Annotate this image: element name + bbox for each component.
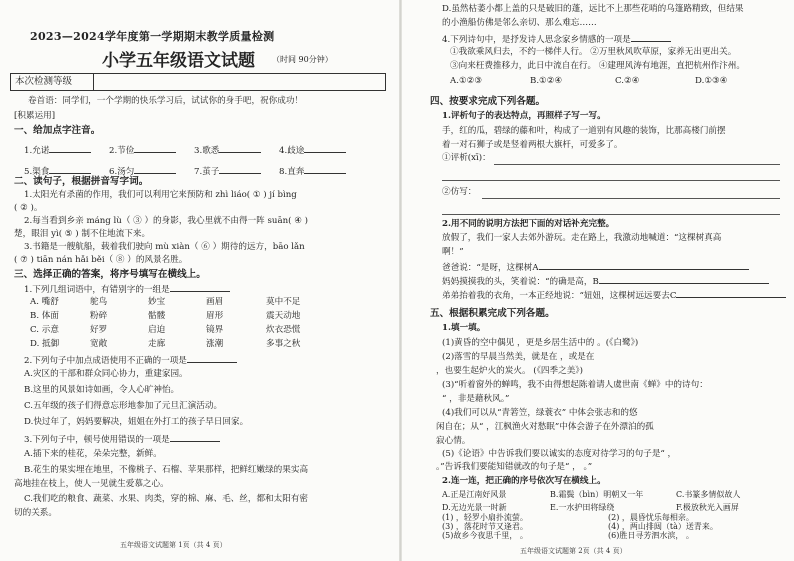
q1-item: 2.节俭 bbox=[109, 144, 194, 157]
q3-word: A. 嘴舒 bbox=[30, 297, 59, 307]
exam-title: 小学五年级语文试题 bbox=[102, 51, 255, 71]
q4-title: 4.下列诗句中，是抒发诗人思念家乡情感的一项是 bbox=[442, 33, 671, 46]
q4-option: B.①②④ bbox=[530, 76, 563, 86]
answer-line[interactable] bbox=[482, 198, 780, 199]
q1-item: 1.允诺 bbox=[24, 144, 109, 157]
answer-line[interactable] bbox=[494, 164, 780, 165]
q2-line: ( ② )。 bbox=[14, 203, 43, 213]
section-accumulation: [积累运用] bbox=[14, 111, 56, 121]
q3-word-table bbox=[30, 297, 336, 350]
q3-word: 震天动地 bbox=[266, 311, 301, 321]
q4-poem-line: ①我欲乘风归去，不约一梯伴人行。 ②万里秋风吹草原，家养无出更出关。 bbox=[450, 47, 737, 57]
link-option: E.一水护田将绿绕 bbox=[550, 503, 615, 512]
pingxi-label: ①评析(xī)： bbox=[442, 153, 491, 163]
q3-word: 宽敞 bbox=[90, 339, 108, 349]
q4-poem-line: ③向来枉费推移力，此日中流自在行。 ④建理风涛有地涯，直把杭州作汴州。 bbox=[450, 61, 745, 71]
q3-sub3-option: 切的关系。 bbox=[14, 508, 57, 518]
q3-sub3-option: 高地挂在枝上，使人一见就生爱慕之心。 bbox=[14, 479, 169, 489]
q2-line: 1.太阳光有杀菌的作用，我们可以利用它来预防和 zhì liáo( ① ) jí bìng bbox=[24, 190, 297, 200]
q3-sub2: 2.下列句子中加点成语使用不正确的一项是 bbox=[24, 354, 237, 367]
q4-options bbox=[450, 76, 775, 87]
sec4-q2-text: 妈妈摸摸我的头，笑着说：“的确是高，B bbox=[442, 275, 769, 288]
exam-year-heading: 2023—2024学年度第一学期期末教学质量检测 bbox=[30, 30, 275, 43]
q1-item: 6.汤匀 bbox=[109, 165, 194, 178]
fill-line: (4)我们可以从“青箬笠，绿蓑衣” 中体会张志和的悠 bbox=[442, 408, 638, 418]
link-item: (3) ，落花时节又逢君。 bbox=[442, 522, 528, 531]
sec4-q2-text: 放假了，我们一家人去郊外游玩。走在路上，我激动地喊道：“这棵树真高 bbox=[442, 233, 722, 243]
q3-word: D. 抵御 bbox=[30, 339, 60, 349]
answer-line[interactable] bbox=[442, 214, 780, 215]
q3-word: 好罗 bbox=[90, 325, 108, 335]
fangxie-label: ②仿写： bbox=[442, 187, 477, 197]
q3-word: 启迫 bbox=[148, 325, 166, 335]
link-option: F.极放秋光入画屏 bbox=[676, 503, 739, 512]
link-item: (6)胜日寻芳泗水滨， 。 bbox=[608, 531, 694, 540]
link-title: 2.连一连，把正确的序号依次写在横线上。 bbox=[442, 476, 606, 486]
q3-word: 炊衣恐慌 bbox=[266, 325, 301, 335]
link-option: B.霜鬓（bìn）明朝又一年 bbox=[550, 490, 644, 499]
fill-line: 寂心情。 bbox=[436, 436, 471, 446]
q3-sub3: 3.下列句子中，顿号使用错误的一项是 bbox=[24, 433, 220, 446]
q3-sub3-option: A.插下来的桂花，朵朵完整，新鲜。 bbox=[24, 449, 162, 459]
fill-title: 1.填一填。 bbox=[442, 323, 486, 333]
q2-line: 2.每当看到乡亲 máng lù（ ③ ）的身影，我心里就不由得一阵 suān( ④ ) bbox=[24, 216, 308, 226]
q3-word: 骷髅 bbox=[148, 311, 166, 321]
answer-line[interactable] bbox=[442, 180, 780, 181]
fill-line: 。”告诉我们要能知错就改的句子是“ ， 。” bbox=[436, 462, 593, 472]
q1-item: 8.直奔 bbox=[279, 165, 364, 178]
link-items bbox=[442, 513, 788, 540]
fill-line: (1)黄昏的空中偶见 ，更是乡居生活中的 。(《白鹭》) bbox=[442, 338, 639, 348]
sec4-q2-text: 爸爸说：“是呀，这棵树A bbox=[442, 261, 749, 274]
q3-word: B. 体面 bbox=[30, 311, 59, 321]
link-options bbox=[442, 489, 786, 513]
sec4-q2-text: 啊！” bbox=[442, 247, 464, 257]
link-option: A.正是江南好风景 bbox=[442, 490, 507, 499]
q3-word: 粉碎 bbox=[90, 311, 108, 321]
q3-sub2-option: C.五年级的孩子们得意忘形地参加了元旦汇演活动。 bbox=[24, 401, 223, 411]
score-box-divider bbox=[93, 74, 94, 90]
q3-sub3-option: 的小渔船仿佛是邻么亲切、那么难忘…… bbox=[442, 18, 597, 28]
fill-line: (5)《论语》中告诉我们要以诚实的态度对待学习的句子是“ ， bbox=[442, 449, 677, 459]
exam-time: （时间 90分钟） bbox=[272, 55, 333, 64]
sec4-q1-text: 着一对石狮子或是竖着两根大旗杆，可爱多了。 bbox=[442, 140, 623, 150]
link-option: C.书篆多情似故人 bbox=[676, 490, 741, 499]
q1-items bbox=[24, 144, 364, 178]
q3-sub2-option: A.灾区的干部和群众同心协力，重建家园。 bbox=[24, 369, 188, 379]
fill-line: (3)“听着窗外的蝉鸣，我不由得想起陈着请人虞世南《蝉》中的诗句： bbox=[442, 380, 708, 390]
q2-line: ( ⑦ ) tiān nán hǎi běi（ ⑧ ）的风景名胜。 bbox=[14, 255, 188, 265]
q3-word: 莫中不足 bbox=[266, 297, 301, 307]
q3-word: 鸵鸟 bbox=[90, 297, 108, 307]
q3-title: 三、选择正确的答案，将序号填写在横线上。 bbox=[14, 269, 206, 280]
q4-option: C.②④ bbox=[615, 76, 640, 86]
q3-word: 眉形 bbox=[206, 311, 224, 321]
q3-sub3-option: D.虽然枯萎小都上盖的只是破旧的蓬，远比不上那些花哨的乌篷路精致，但结果 bbox=[442, 4, 744, 14]
q2-line: 楚，眼泪 yì( ⑤ ) 制不住地流下来。 bbox=[14, 229, 151, 239]
link-item: (4) ，两山排闼（tà）送青来。 bbox=[608, 522, 718, 531]
q3-sub3-option: B.花生的果实埋在地里，不像桃子、石榴、苹果那样，把鲜红嫩绿的果实高 bbox=[24, 465, 309, 475]
sec4-q1-text: 手，红的瓜，碧绿的藤和叶，构成了一道别有风趣的装饰，比那高楼门前摆 bbox=[442, 126, 726, 136]
intro-text: 卷首语：同学们，一个学期的快乐学习后，试试你的身手吧，祝你成功！ bbox=[28, 96, 304, 106]
fill-line: ，也要生起炉火的炭火。 (《四季之美》) bbox=[436, 366, 583, 376]
page-footer: 五年级语文试题第 2页（共 4 页） bbox=[520, 547, 627, 555]
score-box-label: 本次检测等级 bbox=[15, 76, 73, 87]
q2-title: 二、读句子，根据拼音写字词。 bbox=[14, 176, 149, 187]
section-4-title: 四、按要求完成下列各题。 bbox=[430, 96, 546, 107]
sec4-q2-text: 弟弟抬着我的衣角，一本正经地说：“妞妞，这棵树远远要去C bbox=[442, 289, 786, 302]
exam-page-2 bbox=[402, 0, 794, 561]
q2-line: 3.书籍是一艘航船，载着我们驶向 mù xiàn（ ⑥ ）期待的远方，bāo lǎn bbox=[24, 242, 305, 252]
q3-word: 涨潮 bbox=[206, 339, 224, 349]
sec4-q2: 2.用不同的说明方法把下面的对话补充完整。 bbox=[442, 219, 615, 229]
q1-item: 7.茧子 bbox=[194, 165, 279, 178]
q1-title: 一、给加点字注音。 bbox=[14, 125, 101, 136]
score-box bbox=[10, 73, 386, 91]
q1-item: 4.歧途 bbox=[279, 144, 364, 157]
link-option: D.无边光景一时新 bbox=[442, 503, 507, 512]
q3-sub1: 1.下列几组词语中，有错别字的一组是 bbox=[24, 283, 230, 296]
q3-word: 画眉 bbox=[206, 297, 224, 307]
q4-option: D.①③④ bbox=[695, 76, 728, 86]
q3-word: C. 示意 bbox=[30, 325, 59, 335]
q1-item: 3.歌悉 bbox=[194, 144, 279, 157]
q1-item: 5.渠食 bbox=[24, 165, 109, 178]
q4-option: A.①②③ bbox=[450, 76, 483, 86]
link-item: (1) ，轻罗小扇扑流萤。 bbox=[442, 513, 528, 522]
q3-sub2-option: D.快过年了，妈妈要解决，姐姐在外打工的孩子早日回家。 bbox=[24, 417, 249, 427]
q3-word: 镜界 bbox=[206, 325, 224, 335]
q3-word: 妙宝 bbox=[148, 297, 166, 307]
fill-line: 闲自在；从“ ，江枫渔火对愁眠”中体会游子在外漂泊的孤 bbox=[436, 422, 654, 432]
page-footer: 五年级语文试题第 1页（共 4 页） bbox=[120, 541, 227, 549]
q3-word: 走廊 bbox=[148, 339, 166, 349]
fill-line: “ ，非是藉秋风。” bbox=[442, 394, 510, 404]
q3-sub2-option: B.这里的风景如诗如画，令人心旷神怡。 bbox=[24, 385, 180, 395]
fill-line: (2)落雪的早晨当然美，就是在 ，或是在 bbox=[442, 352, 595, 362]
section-5-title: 五、根据积累完成下列各题。 bbox=[430, 308, 555, 319]
link-item: (2) ，晨昏忧乐每相亲。 bbox=[608, 513, 694, 522]
link-item: (5)故乡今夜思千里， 。 bbox=[442, 531, 528, 540]
q3-word: 多事之秋 bbox=[266, 339, 301, 349]
sec4-q1: 1.评析句子的表达特点，再照样子写一写。 bbox=[442, 111, 606, 121]
q3-sub3-option: C.我们吃的粮食、蔬菜、水果、肉类，穿的棉、麻、毛、丝，都和太阳有密 bbox=[24, 494, 309, 504]
